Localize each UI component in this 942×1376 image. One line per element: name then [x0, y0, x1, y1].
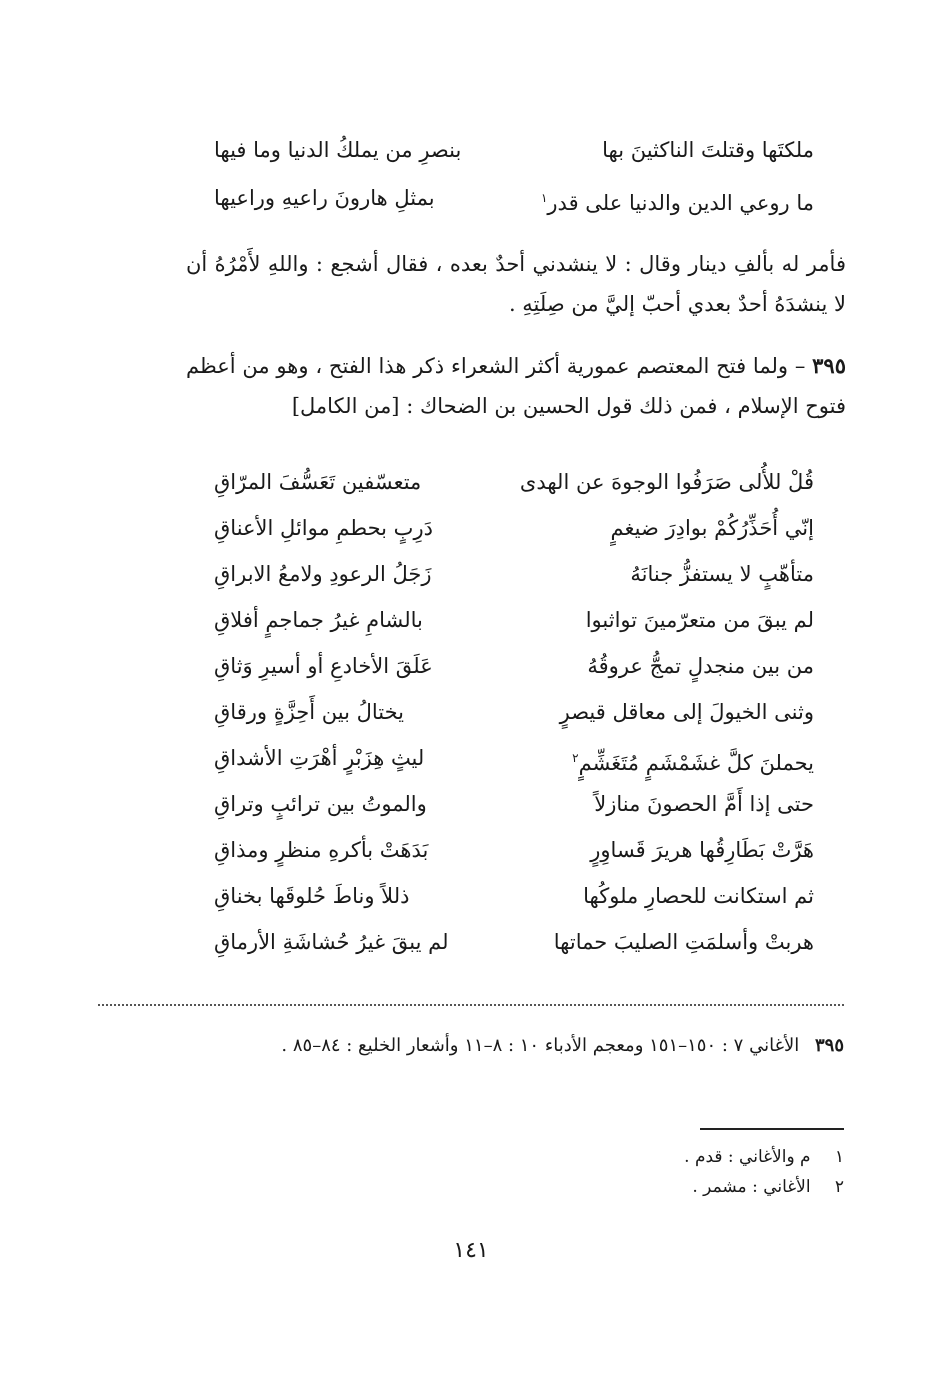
hemistich-text: يحملنَ كلَّ غشَمْشَمٍ مُتَغَشِّمٍ	[578, 751, 814, 775]
hemistich-second: بمثلِ هارونَ راعيهِ وراعيها	[214, 186, 435, 210]
hemistich-first: قُلْ للأُلى صَرَفُوا الوجوهَ عن الهدى	[519, 470, 814, 494]
poem-verse	[214, 694, 814, 730]
poem-verse	[214, 878, 814, 914]
source-text: الأغاني ٧ : ١٥٠–١٥١ ومعجم الأدباء ١٠ : ٨–١١ وأشعار الخليع : ٨٤–٨٥ .	[281, 1035, 800, 1056]
poem-verse	[214, 648, 814, 684]
hemistich-first: ثم استكانت للحصارِ ملوكُها	[583, 884, 814, 908]
intro-verse-1	[214, 132, 814, 168]
source-number: ٣٩٥	[814, 1035, 844, 1056]
footnotes	[444, 1142, 844, 1202]
hemistich-second: والموتُ بين ترائبٍ وتراقِ	[214, 792, 427, 816]
hemistich-first	[541, 180, 814, 221]
hemistich-second: زَجَلُ الرعودِ ولامعُ الابراقِ	[214, 562, 432, 586]
hemistich-first: إنّي أُحَذِّرُكُمْ بوادِرَ ضيغمٍ	[610, 516, 814, 540]
hemistich-second: يختالُ بين أَحِزَّةٍ ورقاقِ	[214, 700, 405, 724]
hemistich-second: بالشامِ غيرُ جماجمٍ أفلاقِ	[214, 608, 423, 632]
section-395	[186, 346, 846, 426]
hemistich-second: بنصرِ من يملكُ الدنيا وما فيها	[214, 138, 462, 162]
hemistich-second: بَدَهَتْ بأكرهِ منظرٍ ومذاقِ	[214, 838, 429, 862]
footnote-text: م والأغاني : قدم .	[684, 1147, 811, 1167]
hemistich-first: ملكتَها وقتلتَ الناكثينَ بها	[602, 138, 814, 162]
hemistich-second: لم يبقَ غيرُ حُشاشَةِ الأرماقِ	[214, 930, 449, 954]
intro-verse-2	[214, 180, 814, 216]
poem-verse	[214, 556, 814, 592]
hemistich-second: ليثٍ هِزَبْرٍ أهْرَتِ الأشداقِ	[214, 746, 425, 770]
poem-verse	[214, 786, 814, 822]
hemistich-second: دَرِبٍ بحطمِ موائلِ الأعناقِ	[214, 516, 433, 540]
footnote-ref: ٢	[572, 751, 579, 765]
hemistich-first: وثنى الخيولَ إلى معاقل قيصرٍ	[559, 700, 814, 724]
poem-verse	[214, 510, 814, 546]
hemistich-second: متعسّفين تَعَسُّفَ المرّاقِ	[214, 470, 422, 494]
hemistich-second: عَلَقَ الأخادعِ أو أسيرِ وَثاقِ	[214, 654, 433, 678]
footnote-text: الأغاني : مشمر .	[692, 1177, 811, 1197]
hemistich-first: من بين منجدلٍ تمجُّ عروقُهُ	[587, 654, 814, 678]
paragraph-1: فأمر له بألفِ دينار وقال : لا ينشدني أحدٌ بعده ، فقال أشجع : واللهِ لأَمْرُهُ أن لا ينشدَهُ أحدٌ بعدي أحبّ إليَّ من صِلَتِهِ .	[186, 252, 846, 316]
poem-verse	[214, 602, 814, 638]
hemistich-first	[572, 740, 814, 781]
hemistich-first: لم يبقَ من متعرّمينَ تواثبوا	[585, 608, 814, 632]
footnote-number: ٢	[834, 1177, 844, 1197]
page-number: ١٤١	[453, 1238, 489, 1263]
footnote	[444, 1142, 844, 1172]
footnote	[444, 1172, 844, 1202]
footnote-number: ١	[834, 1147, 844, 1167]
section-text: – ولما فتح المعتصم عمورية أكثر الشعراء ذكر هذا الفتح ، وهو من أعظم فتوح الإسلام ، فمن ذلك قول الحسين بن الضحاك :	[186, 354, 846, 418]
section-number: ٣٩٥	[812, 353, 846, 378]
dotted-separator	[98, 1004, 844, 1006]
hemistich-first: متأهّبٍ لا يستفزُّ جنانَهُ	[630, 562, 814, 586]
hemistich-first: هَرَّتْ بَطَارِقُها هريرَ قَساوِرٍ	[590, 838, 814, 862]
poem-verse	[214, 740, 814, 776]
poem-verse	[214, 832, 814, 868]
meter-label: [من الكامل]	[291, 394, 400, 418]
hemistich-first: هربتْ وأسلمَتِ الصليبَ حماتها	[553, 930, 814, 954]
poem-verse	[214, 924, 814, 960]
footnote-rule	[700, 1128, 844, 1130]
hemistich-first: حتى إذا أَمَّ الحصونَ منازلاً	[594, 792, 814, 816]
footnote-ref: ١	[540, 191, 548, 205]
poem-verse	[214, 464, 814, 500]
hemistich-text: ما روعي الدين والدنيا على قدر	[547, 191, 814, 215]
hemistich-second: ذللاً وناطَ حُلوقَها بخناقِ	[214, 884, 410, 908]
source-reference	[98, 1030, 844, 1062]
